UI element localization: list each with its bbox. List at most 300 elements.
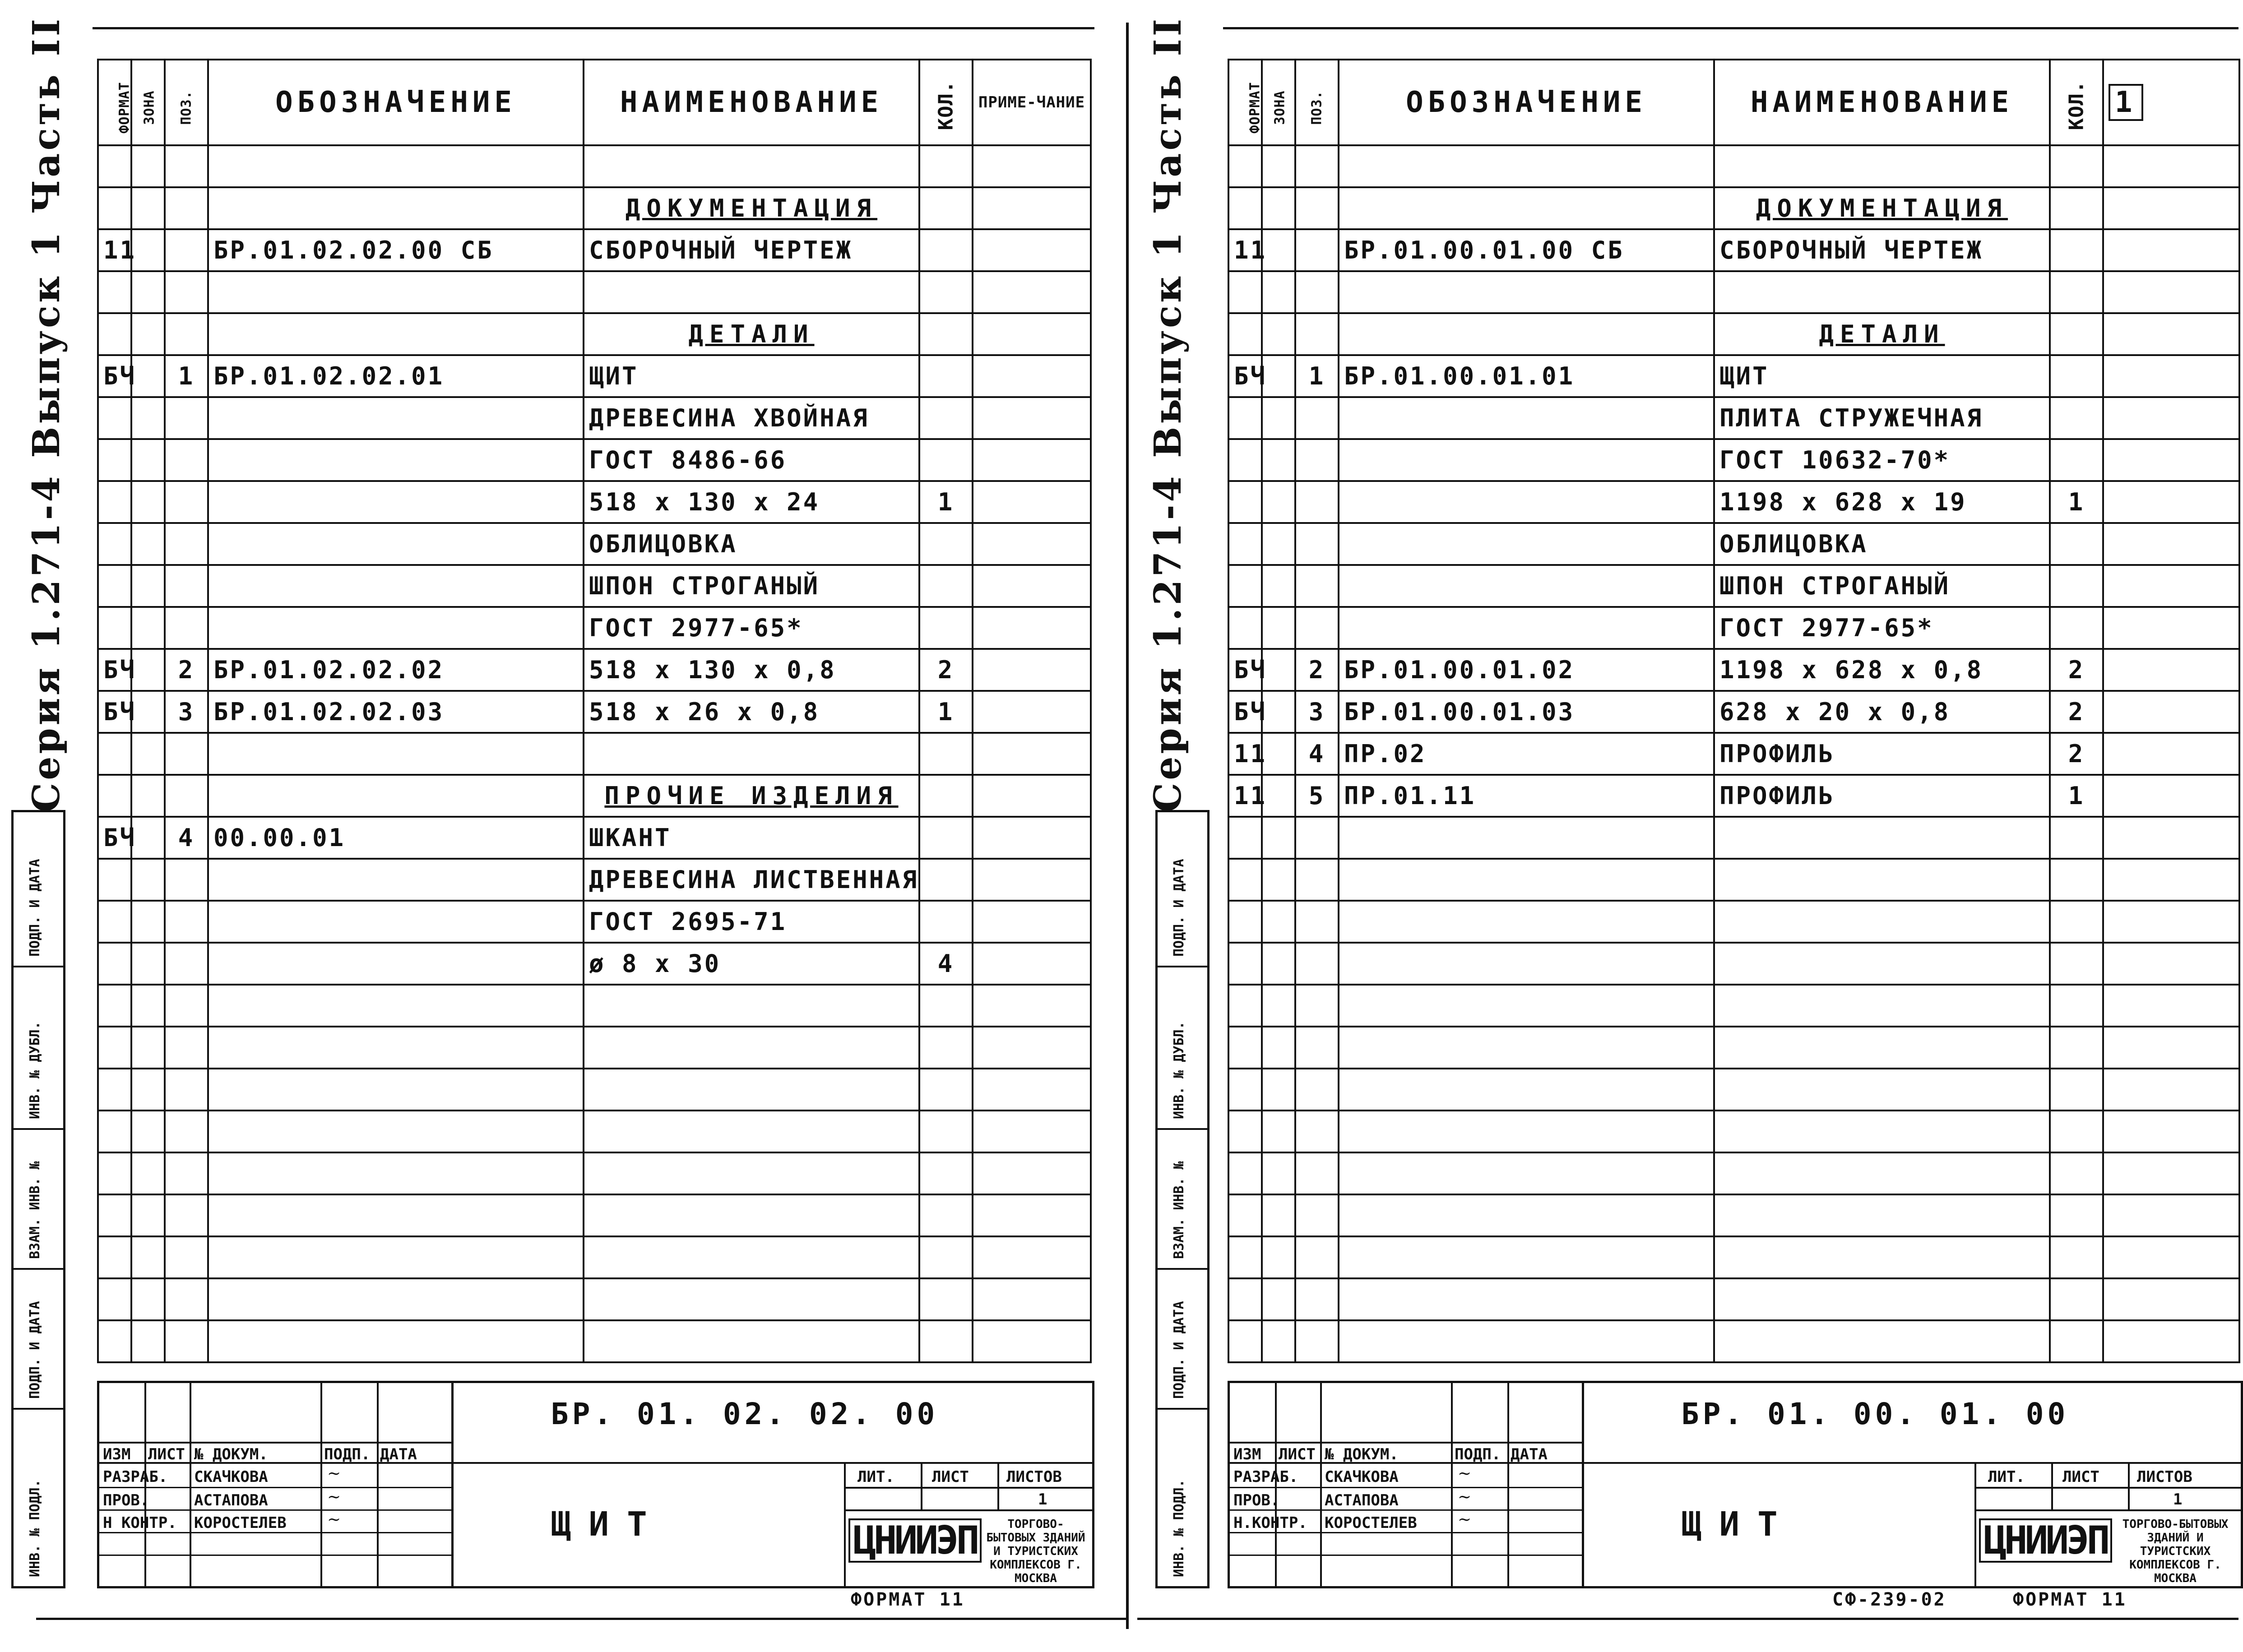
cell-format: 11 [98,229,131,271]
cell-zone [1262,271,1295,313]
cell-zone [131,229,165,271]
cell-note [973,649,1091,691]
cell-zone [131,901,165,943]
cell-designation [1339,1027,1714,1069]
cell-quantity: 2 [2050,649,2103,691]
cell-position [1295,481,1339,523]
cell-quantity [919,1278,973,1320]
cell-position [165,775,208,817]
cell-name [1714,1111,2050,1152]
table-row [98,523,1091,565]
cell-name [584,1194,919,1236]
cell-name [1714,859,2050,901]
cell-note [973,901,1091,943]
role-developer: РАЗРАБ. [103,1468,168,1486]
cell-name: ГОСТ 8486-66 [584,439,919,481]
table-row [1228,145,2239,187]
cell-quantity [2050,1027,2103,1069]
strip-label: ВЗАМ. ИНВ. № [27,1161,43,1259]
cell-note [2103,313,2239,355]
cell-note [973,1194,1091,1236]
format-label: ФОРМАТ 11 [2013,1589,2127,1610]
stamp-head-izm: ИЗМ [1233,1445,1261,1463]
cell-quantity [2050,1152,2103,1194]
cell-position [1295,523,1339,565]
cell-note [2103,523,2239,565]
cell-note [973,145,1091,187]
cell-quantity [2050,355,2103,397]
cell-note [2103,187,2239,229]
spec-sheet-left [25,16,1094,1610]
table-row [1228,523,2239,565]
cell-zone [131,523,165,565]
cell-name: ГОСТ 10632-70* [1714,439,2050,481]
cell-position [1295,859,1339,901]
cell-name: ДЕТАЛИ [584,313,919,355]
cell-format [1228,1152,1262,1194]
table-row [98,859,1091,901]
table-row [98,943,1091,985]
cell-designation: БР.01.00.01.03 [1339,691,1714,733]
cell-quantity [919,733,973,775]
cell-quantity [2050,187,2103,229]
document-title: ЩИТ [551,1505,665,1544]
cell-format [98,1194,131,1236]
cell-quantity [919,1152,973,1194]
cell-format [1228,313,1262,355]
cell-note [973,313,1091,355]
cell-quantity [2050,145,2103,187]
institute-name: ТОРГОВО-БЫТОВЫХ ЗДАНИЙ И ТУРИСТСКИХ КОМПЛЕКСОВ Г. МОСКВА [986,1518,1085,1585]
stamp-lit: ЛИТ. [1988,1468,2025,1486]
name-norm-control: КОРОСТЕЛЕВ [194,1514,287,1532]
institute-name: ТОРГОВО-БЫТОВЫХ ЗДАНИЙ И ТУРИСТСКИХ КОМПЛЕКСОВ Г. МОСКВА [2122,1518,2229,1585]
cell-position [1295,565,1339,607]
cell-designation: БР.01.00.01.00 СБ [1339,229,1714,271]
table-row [98,985,1091,1027]
name-developer: СКАЧКОВА [194,1468,268,1486]
stamp-head-sign: ПОДП. [1455,1445,1501,1463]
cell-note [973,1152,1091,1194]
cell-note [2103,901,2239,943]
cell-zone [131,145,165,187]
cell-quantity [2050,901,2103,943]
cell-designation [208,481,584,523]
table-row [1228,691,2239,733]
cell-designation [1339,1320,1714,1362]
cell-name: ДОКУМЕНТАЦИЯ [1714,187,2050,229]
col-designation: ОБОЗНАЧЕНИЕ [1339,60,1714,145]
table-row [98,649,1091,691]
cell-note [2103,1069,2239,1111]
cell-position [1295,1236,1339,1278]
table-row [98,901,1091,943]
cell-name [584,1027,919,1069]
table-row [98,1152,1091,1194]
role-checker: ПРОВ. [1233,1491,1280,1509]
cell-designation [1339,1278,1714,1320]
cell-name: ø 8 х 30 [584,943,919,985]
cell-note [2103,1152,2239,1194]
strip-divider [1158,1268,1207,1270]
cell-position [165,1320,208,1362]
cell-designation [208,775,584,817]
name-developer: СКАЧКОВА [1325,1468,1399,1486]
table-row [1228,1027,2239,1069]
col-pos: ПОЗ. [1295,60,1339,145]
document-number: СФ-239-02 [1832,1589,1946,1610]
cell-format [1228,565,1262,607]
cell-quantity: 1 [919,691,973,733]
institute-logo: ЦНИИЭП [1979,1518,2112,1563]
cell-position [165,733,208,775]
cell-designation [208,1194,584,1236]
cell-format [98,1278,131,1320]
cell-zone [131,985,165,1027]
cell-designation [1339,1236,1714,1278]
cell-format [1228,271,1262,313]
table-row [1228,187,2239,229]
cell-name [1714,1027,2050,1069]
strip-label: ИНВ. № ПОДЛ. [27,1479,43,1577]
role-developer: РАЗРАБ. [1233,1468,1298,1486]
cell-note [973,1069,1091,1111]
cell-position: 3 [1295,691,1339,733]
table-row [98,355,1091,397]
cell-name: ШПОН СТРОГАНЫЙ [1714,565,2050,607]
table-row [1228,481,2239,523]
table-row [98,691,1091,733]
cell-name: ДОКУМЕНТАЦИЯ [584,187,919,229]
cell-designation: БР.01.02.02.02 [208,649,584,691]
table-row [98,397,1091,439]
cell-zone [131,607,165,649]
stamp-sheet: ЛИСТ [2062,1468,2099,1486]
title-block [97,1381,1094,1588]
cell-designation [208,565,584,607]
cell-zone [131,859,165,901]
cell-quantity [919,313,973,355]
cell-note [973,271,1091,313]
cell-designation [1339,187,1714,229]
spec-table [1228,59,2240,1363]
cell-designation: БР.01.02.02.03 [208,691,584,733]
cell-name [584,1278,919,1320]
cell-name: ШПОН СТРОГАНЫЙ [584,565,919,607]
table-row [1228,943,2239,985]
table-row [1228,859,2239,901]
cell-position [1295,187,1339,229]
table-row [98,1111,1091,1152]
cell-position [165,943,208,985]
cell-format [98,481,131,523]
cell-quantity [2050,817,2103,859]
cell-quantity: 4 [919,943,973,985]
cell-quantity [2050,397,2103,439]
cell-name [1714,271,2050,313]
cell-zone [131,481,165,523]
cell-position [165,313,208,355]
cell-note [2103,397,2239,439]
cell-zone [1262,817,1295,859]
cell-quantity [919,187,973,229]
cell-format [98,565,131,607]
cell-designation [1339,985,1714,1027]
cell-designation [1339,1069,1714,1111]
cell-position [165,1236,208,1278]
strip-label: ВЗАМ. ИНВ. № [1171,1161,1187,1259]
cell-zone [1262,145,1295,187]
cell-quantity [919,1027,973,1069]
stamp-head-list: ЛИСТ [1279,1445,1316,1463]
name-checker: АСТАПОВА [1325,1491,1399,1509]
cell-designation [1339,817,1714,859]
strip-label: ПОДП. И ДАТА [27,1301,43,1399]
cell-format [1228,439,1262,481]
cell-note [2103,1278,2239,1320]
table-row [98,817,1091,859]
cell-quantity [919,523,973,565]
cell-note [973,481,1091,523]
cell-name: ПРОФИЛЬ [1714,775,2050,817]
cell-position [1295,397,1339,439]
cell-note [2103,943,2239,985]
strip-label: ПОДП. И ДАТА [1171,1301,1187,1399]
cell-name: ДРЕВЕСИНА ЛИСТВЕННАЯ [584,859,919,901]
table-row [1228,817,2239,859]
signature-mark: ~ [327,1464,341,1483]
stamp-sheets-value: 1 [1038,1490,1047,1509]
cell-note [973,733,1091,775]
cell-note [973,817,1091,859]
cell-name: ЩИТ [1714,355,2050,397]
signature-mark: ~ [327,1488,341,1506]
signature-mark: ~ [1458,1488,1472,1506]
cell-format [1228,187,1262,229]
cell-position [165,229,208,271]
cell-name [1714,985,2050,1027]
cell-quantity [2050,859,2103,901]
table-row [98,1236,1091,1278]
table-row [1228,1152,2239,1194]
cell-note [2103,691,2239,733]
table-row [1228,607,2239,649]
cell-designation [1339,313,1714,355]
cell-note [973,565,1091,607]
cell-zone [131,1111,165,1152]
cell-name: 1198 х 628 х 19 [1714,481,2050,523]
cell-quantity: 2 [919,649,973,691]
cell-quantity: 1 [919,481,973,523]
cell-quantity [919,1194,973,1236]
cell-designation [208,607,584,649]
cell-position [165,271,208,313]
cell-designation [1339,901,1714,943]
stamp-sheets: ЛИСТОВ [1006,1468,1062,1486]
cell-name: 628 х 20 х 0,8 [1714,691,2050,733]
role-norm-control: Н.КОНТР. [1233,1514,1307,1532]
cell-position [1295,1111,1339,1152]
cell-designation [208,1069,584,1111]
cell-format: БЧ [1228,649,1262,691]
cell-quantity [2050,229,2103,271]
cell-designation [208,1027,584,1069]
cell-name [1714,1278,2050,1320]
cell-note [2103,1194,2239,1236]
stamp-head-sign: ПОДП. [324,1445,371,1463]
table-row [1228,313,2239,355]
cell-zone [131,397,165,439]
table-row [1228,229,2239,271]
cell-zone [131,1069,165,1111]
cell-name [1714,145,2050,187]
table-row [98,733,1091,775]
signature-mark: ~ [327,1510,341,1529]
cell-designation [208,859,584,901]
cell-quantity [919,901,973,943]
cell-name: ОБЛИЦОВКА [1714,523,2050,565]
spec-rows [98,145,1091,1362]
stamp-sheets-value: 1 [2173,1490,2183,1509]
cell-format [1228,1069,1262,1111]
cell-note [2103,817,2239,859]
cell-designation [208,1278,584,1320]
cell-position [165,397,208,439]
title-block [1228,1381,2243,1588]
series-label: Серия 1.271-4 Выпуск 1 Часть II [25,16,68,812]
cell-format [1228,523,1262,565]
table-row [98,1069,1091,1111]
cell-note [973,607,1091,649]
cell-zone [1262,859,1295,901]
cell-position [165,607,208,649]
cell-note [2103,355,2239,397]
name-checker: АСТАПОВА [194,1491,268,1509]
table-row [98,313,1091,355]
cell-format [1228,1236,1262,1278]
col-zone: ЗОНА [131,60,165,145]
cell-zone [1262,775,1295,817]
cell-designation [1339,1152,1714,1194]
cell-name: ГОСТ 2695-71 [584,901,919,943]
cell-position [1295,817,1339,859]
cell-format [1228,1320,1262,1362]
cell-format [1228,859,1262,901]
table-row [98,439,1091,481]
cell-quantity [919,355,973,397]
cell-name: ЩИТ [584,355,919,397]
cell-position [165,481,208,523]
cell-note [2103,1320,2239,1362]
stamp-head-izm: ИЗМ [103,1445,131,1463]
cell-position: 1 [165,355,208,397]
cell-name [584,1152,919,1194]
cell-name: ОБЛИЦОВКА [584,523,919,565]
table-row [98,1278,1091,1320]
cell-zone [131,565,165,607]
cell-position [1295,145,1339,187]
strip-label: ПОДП. И ДАТА [27,859,43,957]
cell-format [1228,943,1262,985]
cell-format [1228,145,1262,187]
cell-quantity [919,439,973,481]
table-row [98,229,1091,271]
cell-zone [1262,1194,1295,1236]
cell-zone [131,1152,165,1194]
cell-format [98,1111,131,1152]
cell-note [973,397,1091,439]
cell-zone [1262,607,1295,649]
cell-zone [131,355,165,397]
cell-position [165,1194,208,1236]
cell-format [98,397,131,439]
cell-designation [1339,1194,1714,1236]
strip-label: ПОДП. И ДАТА [1171,859,1187,957]
cell-zone [1262,313,1295,355]
cell-note [2103,607,2239,649]
cell-format [98,985,131,1027]
cell-format [98,313,131,355]
cell-note [2103,565,2239,607]
cell-zone [1262,1278,1295,1320]
cell-format [98,859,131,901]
cell-name [1714,1152,2050,1194]
table-row [1228,901,2239,943]
cell-position: 2 [165,649,208,691]
col-designation: ОБОЗНАЧЕНИЕ [208,60,584,145]
cell-note [973,439,1091,481]
cell-quantity [919,607,973,649]
cell-note [2103,1111,2239,1152]
cell-designation [1339,1111,1714,1152]
cell-position [1295,901,1339,943]
stamp-lit: ЛИТ. [857,1468,894,1486]
table-row [1228,1236,2239,1278]
cell-zone [131,313,165,355]
cell-quantity [919,817,973,859]
cell-note [973,1111,1091,1152]
cell-format [98,145,131,187]
cell-position [1295,439,1339,481]
cell-zone [131,691,165,733]
spec-rows [1228,145,2239,1362]
cell-name: ПЛИТА СТРУЖЕЧНАЯ [1714,397,2050,439]
cell-quantity [2050,985,2103,1027]
cell-format [98,943,131,985]
col-qty: КОЛ. [919,60,973,145]
strip-label: ИНВ. № ПОДЛ. [1171,1479,1187,1577]
cell-designation [208,733,584,775]
cell-zone [1262,481,1295,523]
table-row [1228,355,2239,397]
cell-name: 518 х 26 х 0,8 [584,691,919,733]
cell-zone [1262,439,1295,481]
cell-format [1228,481,1262,523]
cell-designation [208,1152,584,1194]
cell-format [1228,1111,1262,1152]
table-row [98,187,1091,229]
top-border [1223,27,2238,29]
cell-position [165,187,208,229]
cell-format [1228,607,1262,649]
cell-quantity [2050,271,2103,313]
cell-name [584,1111,919,1152]
cell-name [1714,817,2050,859]
cell-position: 5 [1295,775,1339,817]
cell-position [1295,271,1339,313]
cell-format: БЧ [98,691,131,733]
table-row [1228,271,2239,313]
